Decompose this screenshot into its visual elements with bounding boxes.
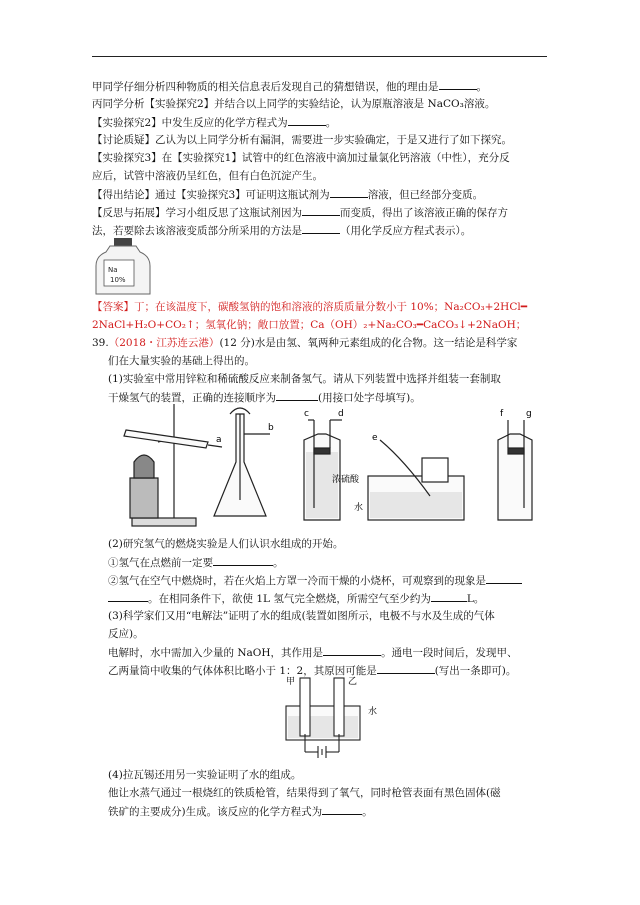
text-line: 反应)。 xyxy=(108,628,144,640)
text-line: 甲同学仔细分析四种物质的相关信息表后发现自己的猜想错误，他的理由是 。 xyxy=(92,81,487,93)
text-line: 应后，试管中溶液仍呈红色，但有白色沉淀产生。 xyxy=(92,170,323,182)
text-line: 电解时，水中需加入少量的 NaOH，其作用是 。通电一段时间后，发现甲、 xyxy=(108,647,518,659)
text-line: 们在大量实验的基础上得出的。 xyxy=(108,355,255,367)
apparatus-label-a: a xyxy=(216,435,222,445)
text-line: (1)实验室中常用锌粒和稀硫酸反应来制备氢气。请从下列装置中选择并组装一套制取 xyxy=(108,373,501,385)
bottle-label-na: Na xyxy=(108,266,118,274)
text-line: 法，若要除去该溶液变质部分所采用的方法是 （用化学反应方程式表示）。 xyxy=(92,225,472,237)
answer-line: 2NaCl+H₂O+CO₂↑；氢氧化钠；敞口放置；Ca（OH）₂+Na₂CO₃━CaCO₃↓+2NaOH； xyxy=(92,319,527,331)
apparatus-label-g: g xyxy=(526,409,532,419)
answer-line: 【答案】丁；在该温度下，碳酸氢钠的饱和溶液的溶质质量分数小于 10%；Na₂CO₃+2HCl━ xyxy=(92,301,528,313)
text-line: 丙同学分析【实验探究2】并结合以上同学的实验结论，认为原瓶溶液是 NaCO₃溶液。 xyxy=(92,98,496,110)
cylinder-label-jia: 甲 xyxy=(286,677,296,687)
text-line: 干燥氢气的装置，正确的连接顺序为 (用接口处字母填写)。 xyxy=(108,392,421,404)
question-39: 39.（2018・江苏连云港）(12 分)水是由氢、氧两种元素组成的化合物。这一结论是科学家 xyxy=(92,337,518,349)
text-line: 乙两量筒中收集的气体体积比略小于 1：2，其原因可能是 (写出一条即可)。 xyxy=(108,665,517,677)
text-line: ②氢气在空气中燃烧时，若在火焰上方罩一冷而干燥的小烧杯，可观察到的现象是 xyxy=(108,573,522,588)
gas-apparatus-figure xyxy=(118,400,538,532)
text-line: ①氢气在点燃前一定要 。 xyxy=(108,557,284,569)
bottle-label-percent: 10% xyxy=(110,276,126,284)
text-line: 他让水蒸气通过一根烧红的铁质枪管，结果得到了氧气，同时枪管表面有黑色固体(磁 xyxy=(108,787,501,799)
text-line: 。在相同条件下，欲使 1L 氢气完全燃烧，所需空气至少约为 L。 xyxy=(108,591,484,606)
text-line: 【得出结论】通过【实验探究3】可证明这瓶试剂为 溶液，但已经部分变质。 xyxy=(92,189,484,201)
reagent-bottle-figure xyxy=(90,236,156,298)
apparatus-label-f: f xyxy=(500,409,504,419)
electrolysis-label-water: 水 xyxy=(368,707,378,717)
apparatus-label-d: d xyxy=(338,409,344,419)
text-line: 【讨论质疑】乙认为以上同学分析有漏洞，需要进一步实验确定，于是又进行了如下探究。 xyxy=(92,134,512,146)
apparatus-label-water: 水 xyxy=(354,503,364,513)
text-line: (4)拉瓦锡还用另一实验证明了水的组成。 xyxy=(108,769,302,781)
text-line: (3)科学家们又用“电解法”证明了水的组成(装置如图所示，电极不与水及生成的气体 xyxy=(108,610,495,622)
text-line: 铁矿的主要成分)生成。该反应的化学方程式为 。 xyxy=(108,806,373,818)
cylinder-label-yi: 乙 xyxy=(348,677,358,687)
text-line: 【反思与拓展】学习小组反思了这瓶试剂因为 而变质，得出了该溶液正确的保存方 xyxy=(92,207,508,219)
text-line: 【实验探究2】中发生反应的化学方程式为 。 xyxy=(92,117,337,129)
apparatus-label-c: c xyxy=(304,409,309,419)
apparatus-label-acid: 浓硫酸 xyxy=(332,475,360,485)
electrolysis-figure xyxy=(272,672,392,762)
text-line: (2)研究氢气的燃烧实验是人们认识水组成的开始。 xyxy=(108,538,344,550)
header-rule xyxy=(92,56,547,57)
apparatus-label-e: e xyxy=(372,433,378,443)
apparatus-label-b: b xyxy=(268,423,274,433)
text-line: 【实验探究3】在【实验探究1】试管中的红色溶液中滴加过量氯化钙溶液（中性），充分反 xyxy=(92,152,510,164)
